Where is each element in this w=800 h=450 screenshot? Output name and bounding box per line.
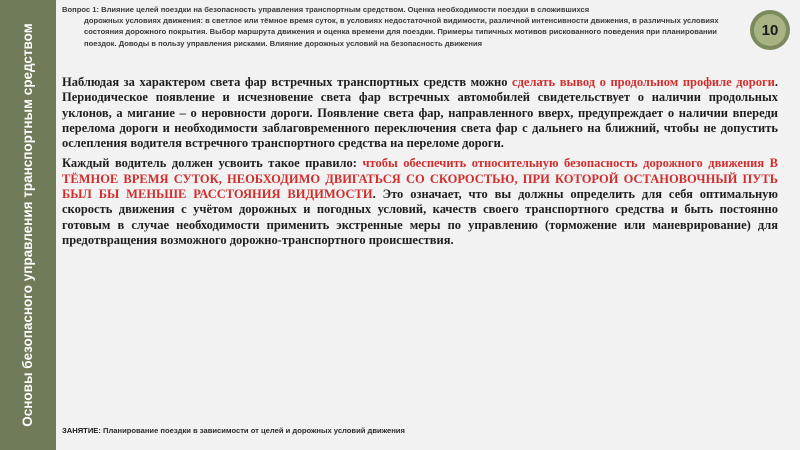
p2-text-b: . Это означает, что вы должны определить для себя оптимальную скорость движения с учётом дорожных и погодных условий, качеств своего транспортного средства и быть постоянно готовым в случае необходимости применить экстренные меры по управлению (торможение или маневрирование) для предотвращения возможного дорожно-транспортного происшествия.: [62, 187, 778, 247]
slide-number: 10: [754, 14, 786, 46]
lesson-footer: [62, 426, 762, 435]
question-lead: Вопрос 1: Влияние целей поездки на безопасность управления транспортным средством. Оценка необходимости поездки в сложившихся: [62, 5, 590, 14]
sidebar: [0, 0, 56, 450]
lesson-label: ЗАНЯТИЕ:: [62, 426, 101, 435]
sidebar-title: Основы безопасного управления транспортным средством: [20, 23, 35, 427]
p1-text-a: Наблюдая за характером света фар встречных транспортных средств можно: [62, 75, 513, 89]
p2-highlight: чтобы обеспечить относительную безопасность дорожного движения В ТЁМНОЕ ВРЕМЯ СУТОК, НЕОБХОДИМО ДВИГАТЬСЯ СО СКОРОСТЬЮ, ПРИ КОТОРОЙ ОСТАНОВОЧНЫЙ ПУТЬ БЫЛ БЫ МЕНЬШЕ РАССТОЯНИЯ ВИДИМОСТИ: [62, 156, 778, 202]
p2-text-a: Каждый водитель должен усвоить такое правило:: [62, 156, 363, 171]
question-rest: дорожных условиях движения: в светлое или тёмное время суток, в условиях недостаточной видимости, различной интенсивности движения, в различных условиях состояния дорожного покрытия. Выбор маршрута движения и оценка времени для поездки. Примеры типичных мотивов рискованного поведения при планировании поездок. Доводы в пользу управления рисками. Влияние дорожных условий на безопасность движения: [84, 16, 719, 48]
p1-text-b: . Периодическое появление и исчезновение света фар встречных автомобилей свидетельствует о наличии продольных уклонов, а мигание – о неровности дороги. Появление света фар, направленного вверх, предупреждает о наличии впереди перелома дороги и необходимости заблаговременного переключения света фар с дальнего на ближний, чтобы не допустить ослепления водителя встречного транспортного средства на переломе дороги.: [62, 75, 778, 151]
paragraph-2: [62, 156, 778, 248]
paragraph-1: [62, 75, 778, 151]
lesson-title: Планирование поездки в зависимости от целей и дорожных условий движения: [100, 426, 405, 435]
p1-highlight: сделать вывод о продольном профиле дороги: [512, 75, 775, 89]
slide-content: [62, 75, 778, 253]
slide-number-badge: [750, 10, 790, 50]
question-header: [62, 4, 730, 49]
